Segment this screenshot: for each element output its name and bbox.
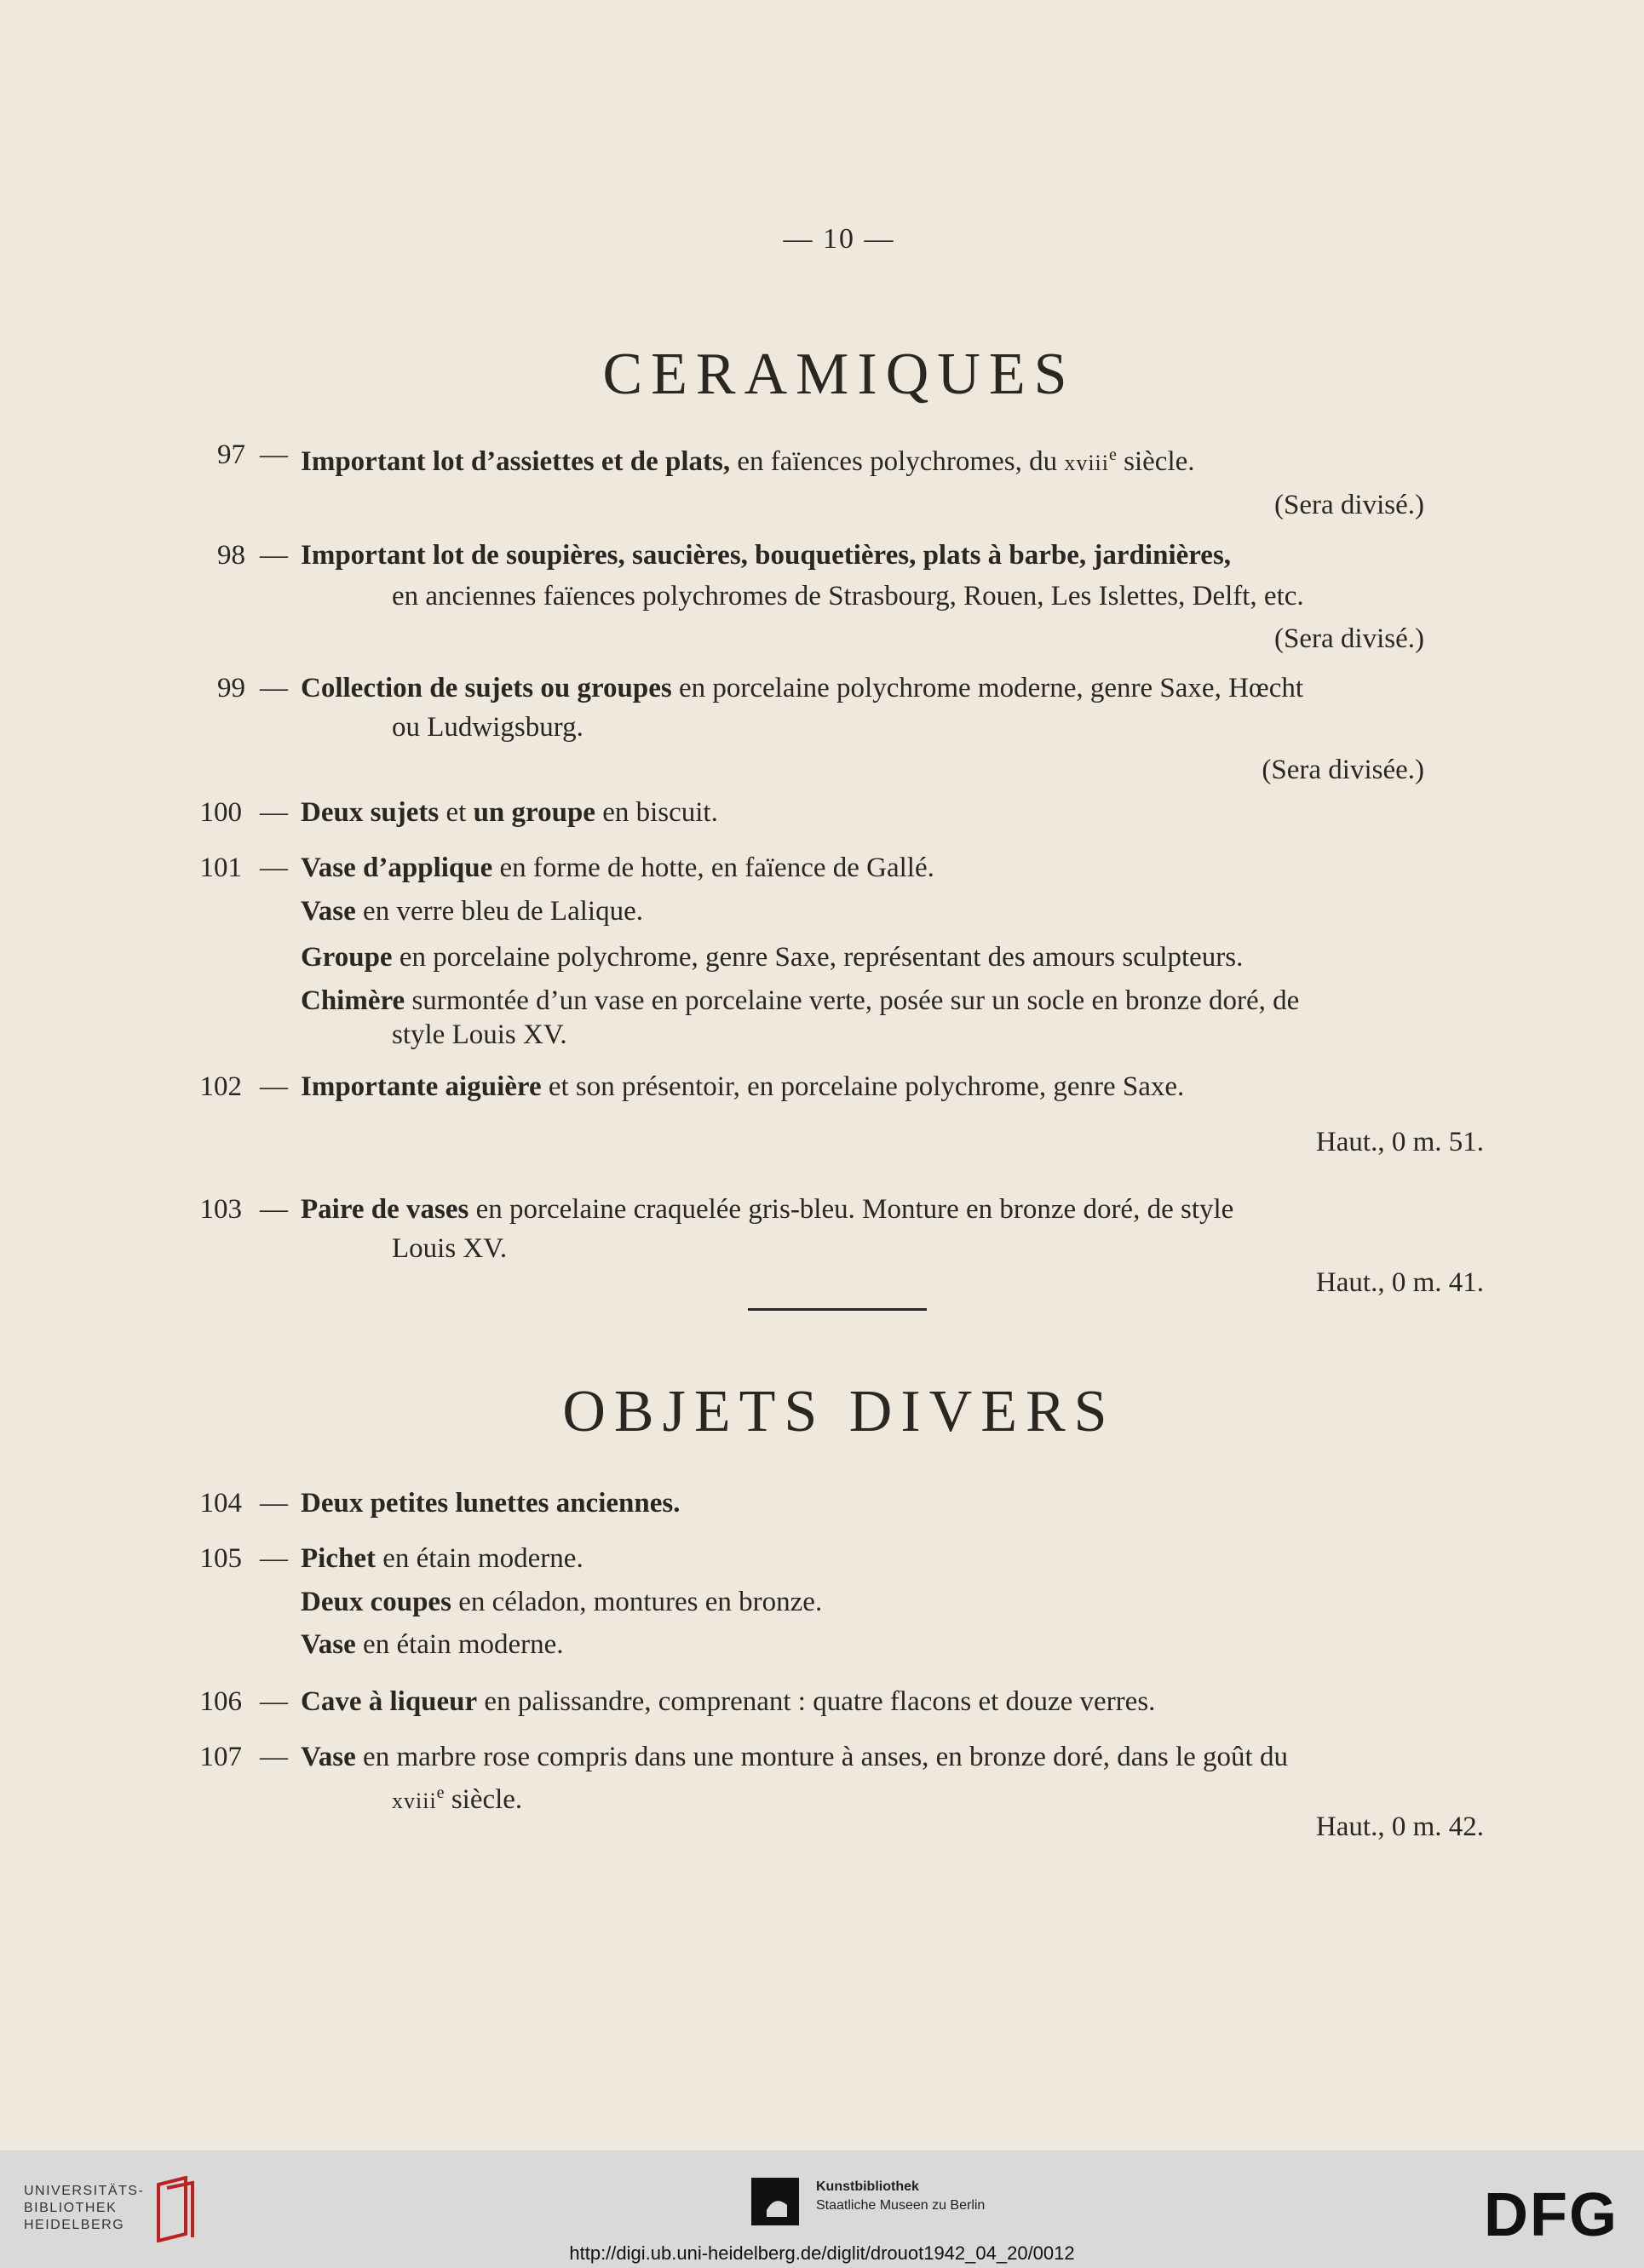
lot-title: Vase bbox=[301, 1629, 356, 1660]
lot-title: Groupe bbox=[301, 942, 393, 973]
lot-text: en faïences polychromes, du bbox=[730, 446, 1065, 477]
lot-description bbox=[301, 940, 1243, 974]
section-title-ceramiques: CERAMIQUES bbox=[602, 342, 1076, 407]
uni-line: UNIVERSITÄTS- bbox=[24, 2184, 145, 2198]
lot-dash: — bbox=[260, 853, 288, 883]
lot-number: 103 bbox=[199, 1194, 242, 1225]
kb-title: Kunstbibliothek bbox=[816, 2179, 919, 2194]
lot-text-end: en biscuit. bbox=[595, 797, 718, 828]
lot-title: Important lot de soupières, saucières, bouquetières, plats à barbe, jardinières, bbox=[301, 540, 1232, 571]
lot-text: ou Ludwigsburg. bbox=[392, 712, 583, 743]
lot-title: Paire de vases bbox=[301, 1194, 469, 1225]
lot-text: et son présentoir, en porcelaine polychrome, genre Saxe. bbox=[541, 1071, 1185, 1102]
lot-description bbox=[301, 851, 934, 885]
lot-note: (Sera divisé.) bbox=[1274, 623, 1424, 654]
lot-number: 100 bbox=[199, 797, 242, 828]
lot-description bbox=[301, 438, 1195, 480]
lot-note: (Sera divisé.) bbox=[1274, 490, 1424, 520]
lot-number: 104 bbox=[199, 1488, 242, 1519]
lot-title: Vase d’applique bbox=[301, 853, 493, 883]
dfg-logo: DFG bbox=[1484, 2181, 1618, 2249]
lot-dash: — bbox=[260, 1543, 288, 1574]
lot-dimensions: Haut., 0 m. 42. bbox=[1315, 1812, 1484, 1842]
lot-text: en forme de hotte, en faïence de Gallé. bbox=[492, 853, 934, 883]
lot-title: Cave à liqueur bbox=[301, 1686, 478, 1717]
lot-number: 99 bbox=[217, 673, 245, 703]
lot-dash: — bbox=[260, 540, 288, 571]
lot-title: Vase bbox=[301, 1742, 356, 1772]
lot-description bbox=[301, 1542, 583, 1576]
lot-number: 98 bbox=[217, 540, 245, 571]
lot-text: Louis XV. bbox=[392, 1233, 508, 1264]
lot-title: Deux petites lunettes anciennes. bbox=[301, 1488, 681, 1519]
lot-title: Deux coupes bbox=[301, 1587, 451, 1617]
lot-text bbox=[392, 1776, 522, 1818]
university-library-logo-icon bbox=[152, 2176, 199, 2242]
lot-number: 106 bbox=[199, 1686, 242, 1717]
lot-description bbox=[301, 1628, 564, 1662]
lot-text: en porcelaine craquelée gris-bleu. Monture en bronze doré, de style bbox=[468, 1194, 1234, 1225]
lot-dash: — bbox=[260, 1071, 288, 1102]
century-superscript: e bbox=[436, 1783, 445, 1802]
section-divider bbox=[748, 1308, 927, 1311]
lot-dash: — bbox=[260, 1194, 288, 1225]
lot-description bbox=[301, 1192, 1233, 1226]
lot-title: Important lot d’assiettes et de plats, bbox=[301, 446, 731, 477]
lot-description bbox=[301, 984, 1299, 1018]
lot-text: en étain moderne. bbox=[375, 1543, 583, 1574]
lot-description bbox=[301, 795, 718, 830]
uni-line: HEIDELBERG bbox=[24, 2218, 125, 2232]
lot-dash: — bbox=[260, 797, 288, 828]
lot-description bbox=[301, 1740, 1288, 1774]
lot-number: 97 bbox=[217, 439, 245, 470]
century-numeral: xviii bbox=[1064, 451, 1109, 475]
lot-title: Vase bbox=[301, 896, 356, 927]
lot-description bbox=[301, 894, 643, 928]
kunstbibliothek-label bbox=[816, 2178, 985, 2215]
lot-text: en porcelaine polychrome moderne, genre Saxe, Hœcht bbox=[671, 673, 1304, 703]
lot-dash: — bbox=[260, 1742, 288, 1772]
century-numeral: xviii bbox=[392, 1789, 437, 1813]
lot-text: en céladon, montures en bronze. bbox=[451, 1587, 823, 1617]
lot-number: 105 bbox=[199, 1543, 242, 1574]
lot-text: en anciennes faïences polychromes de Strasbourg, Rouen, Les Islettes, Delft, etc. bbox=[392, 581, 1304, 611]
lot-text: en étain moderne. bbox=[355, 1629, 564, 1660]
lot-text: en palissandre, comprenant : quatre flacons et douze verres. bbox=[477, 1686, 1156, 1717]
lot-title: Chimère bbox=[301, 985, 405, 1016]
permalink-url[interactable]: http://digi.ub.uni-heidelberg.de/diglit/drouot1942_04_20/0012 bbox=[569, 2242, 1075, 2264]
lot-text: surmontée d’un vase en porcelaine verte, posée sur un socle en bronze doré, de bbox=[405, 985, 1300, 1016]
lot-dimensions: Haut., 0 m. 51. bbox=[1315, 1127, 1484, 1157]
kunstbibliothek-logo-icon bbox=[750, 2176, 801, 2227]
digitization-footer bbox=[0, 2150, 1644, 2268]
lot-dash: — bbox=[260, 1488, 288, 1519]
lot-description bbox=[301, 671, 1303, 705]
century-superscript: e bbox=[1109, 445, 1117, 464]
lot-dash: — bbox=[260, 439, 288, 470]
page-number: — 10 — bbox=[783, 223, 895, 255]
lot-dimensions: Haut., 0 m. 41. bbox=[1315, 1267, 1484, 1298]
uni-line: BIBLIOTHEK bbox=[24, 2201, 118, 2215]
lot-title: Deux sujets bbox=[301, 797, 440, 828]
lot-number: 101 bbox=[199, 853, 242, 883]
lot-text-end: siècle. bbox=[444, 1784, 523, 1815]
lot-dash: — bbox=[260, 1686, 288, 1717]
university-library-label bbox=[24, 2183, 144, 2234]
kb-subtitle: Staatliche Museen zu Berlin bbox=[816, 2198, 986, 2213]
lot-description bbox=[301, 1070, 1184, 1104]
lot-text: en marbre rose compris dans une monture à anses, en bronze doré, dans le goût du bbox=[355, 1742, 1288, 1772]
section-title-objets-divers: OBJETS DIVERS bbox=[562, 1379, 1116, 1444]
lot-description bbox=[301, 1585, 822, 1619]
lot-description bbox=[301, 1685, 1155, 1719]
lot-text: et bbox=[439, 797, 474, 828]
lot-title-2: un groupe bbox=[473, 797, 595, 828]
lot-number: 102 bbox=[199, 1071, 242, 1102]
lot-text: style Louis XV. bbox=[392, 1019, 567, 1050]
lot-title: Collection de sujets ou groupes bbox=[301, 673, 672, 703]
lot-dash: — bbox=[260, 673, 288, 703]
lot-text: en porcelaine polychrome, genre Saxe, représentant des amours sculpteurs. bbox=[392, 942, 1244, 973]
lot-text: en verre bleu de Lalique. bbox=[355, 896, 643, 927]
lot-note: (Sera divisée.) bbox=[1262, 755, 1424, 785]
lot-title: Pichet bbox=[301, 1543, 376, 1574]
lot-number: 107 bbox=[199, 1742, 242, 1772]
lot-title: Importante aiguière bbox=[301, 1071, 542, 1102]
lot-text-end: siècle. bbox=[1116, 446, 1195, 477]
